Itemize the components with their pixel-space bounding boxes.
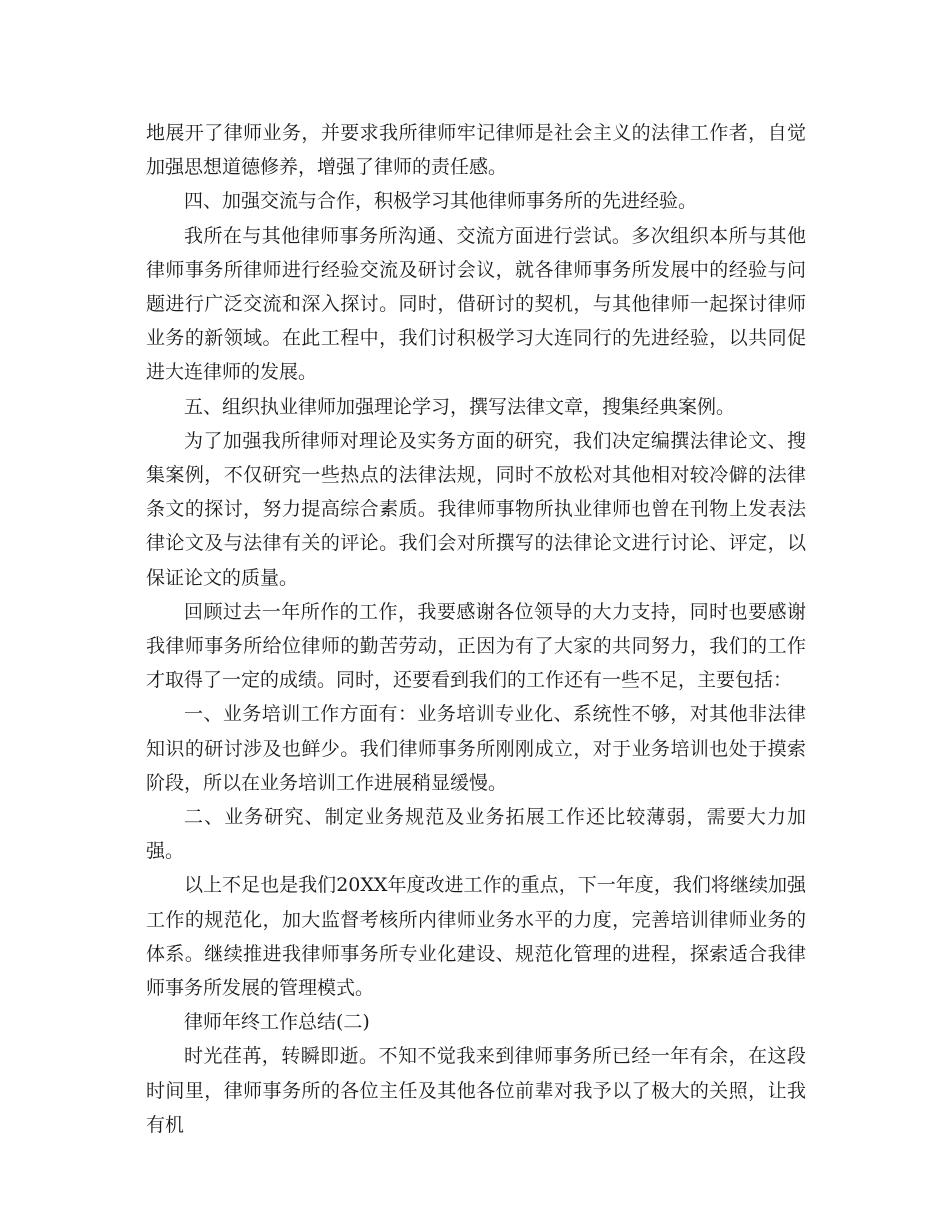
section-heading: 四、加强交流与合作，积极学习其他律师事务所的先进经验。 bbox=[184, 190, 698, 213]
paragraph: 为了加强我所律师对理论及实务方面的研究，我们决定编撰法律论文、搜集案例，不仅研究一些热点的法律法规，同时不放松对其他相对较冷僻的法律条文的探讨，努力提高综合素质。我律师事物所执业律师也曾在刊物上发表法律论文及与法律有关的评论。我们会对所撰写的法律论文进行讨论、评定，以保证论文的质量。 bbox=[146, 429, 806, 589]
paragraph: 我所在与其他律师事务所沟通、交流方面进行尝试。多次组织本所与其他律师事务所律师进行经验交流及研讨会议，就各律师事务所发展中的经验与问题进行广泛交流和深入探讨。同时，借研讨的契机，与其他律师一起探讨律师业务的新领域。在此工程中，我们讨积极学习大连同行的先进经验，以共同促进大连律师的发展。 bbox=[146, 224, 806, 384]
paragraph: 一、业务培训工作方面有：业务培训专业化、系统性不够，对其他非法律知识的研讨涉及也鲜少。我们律师事务所刚刚成立，对于业务培训也处于摸索阶段，所以在业务培训工作进展稍显缓慢。 bbox=[146, 703, 806, 794]
paragraph: 时光荏苒，转瞬即逝。不知不觉我来到律师事务所已经一年有余，在这段时间里，律师事务所的各位主任及其他各位前辈对我予以了极大的关照，让我有机 bbox=[146, 1045, 806, 1136]
paragraph: 二、业务研究、制定业务规范及业务拓展工作还比较薄弱，需要大力加强。 bbox=[146, 806, 806, 863]
paragraph: 以上不足也是我们20XX年度改进工作的重点，下一年度，我们将继续加强工作的规范化，加大监督考核所内律师业务水平的力度，完善培训律师业务的体系。继续推进我律师事务所专业化建设、规范化管理的进程，探索适合我律师事务所发展的管理模式。 bbox=[146, 874, 806, 1000]
paragraph: 地展开了律师业务，并要求我所律师牢记律师是社会主义的法律工作者，自觉加强思想道德修养，增强了律师的责任感。 bbox=[146, 122, 806, 179]
paragraph: 回顾过去一年所作的工作，我要感谢各位领导的大力支持，同时也要感谢我律师事务所给位律师的勤苦劳动，正因为有了大家的共同努力，我们的工作才取得了一定的成绩。同时，还要看到我们的工作还有一些不足，主要包括： bbox=[146, 600, 806, 692]
document-title: 律师年终工作总结(二) bbox=[184, 1011, 370, 1034]
document-body bbox=[146, 116, 806, 1142]
section-heading: 五、组织执业律师加强理论学习，撰写法律文章，搜集经典案例。 bbox=[184, 395, 736, 418]
